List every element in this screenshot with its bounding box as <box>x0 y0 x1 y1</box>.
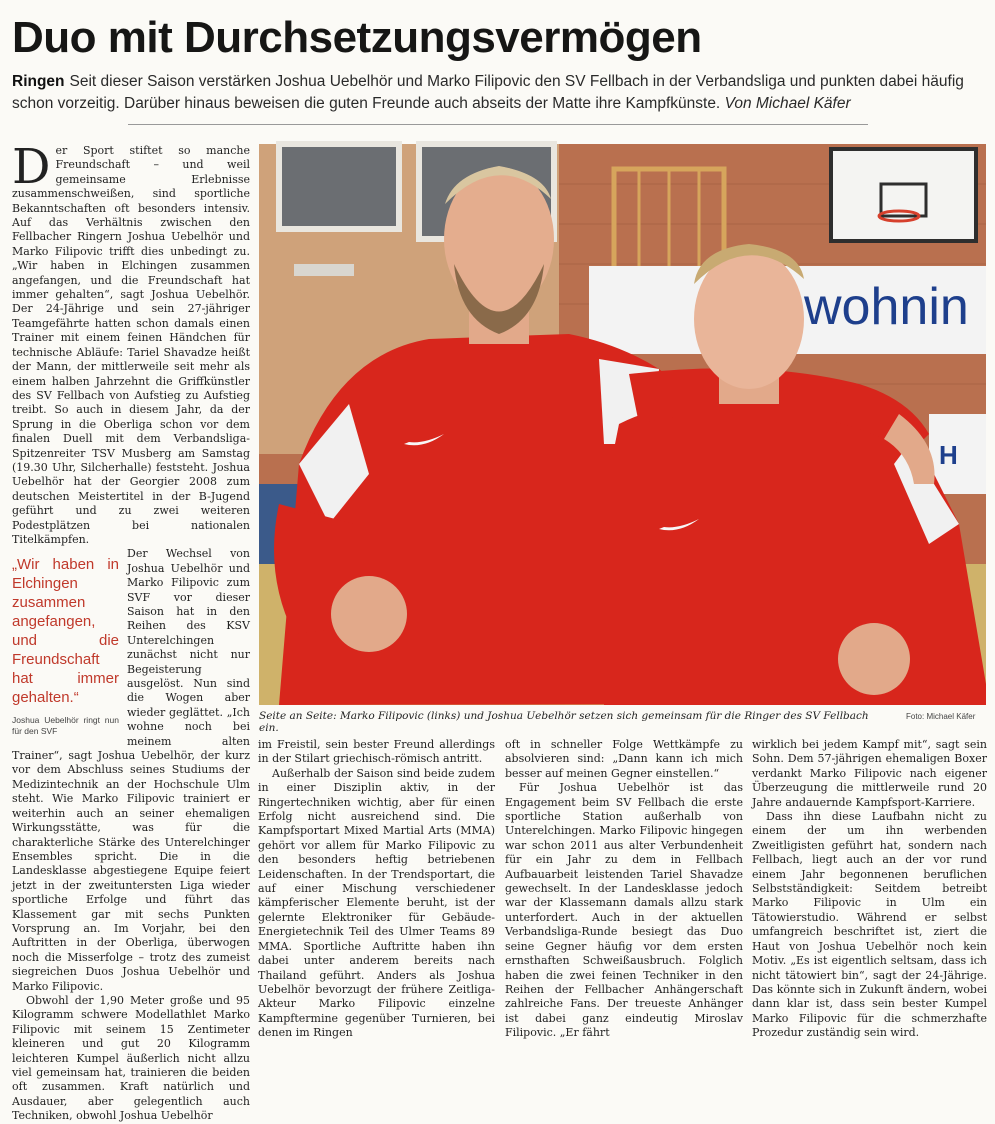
banner-text: wohnin <box>804 278 969 336</box>
article-column-2 <box>258 738 495 1040</box>
wrestlers-photo <box>259 144 986 705</box>
kicker: Ringen <box>12 73 65 90</box>
pullquote: „Wir haben in Elchingen zusammen angefangen, und die Freundschaft hat immer gehalten.“ <box>12 556 119 707</box>
photo-credit: Foto: Michael Käfer <box>906 712 976 721</box>
paragraph: Außerhalb der Saison sind beide zudem in einer Disziplin aktiv, in der Ringertechniken wichtig, aber für einen Erfolg nicht ausreichend sind. Die Kampfsportart Mixed Martial Arts (MMA) gehört vor allem für Marko Filipovic zu den besonders heftig betriebenen Leidenschaften. In der Trendsportart, die auf einer Mischung verschiedener kämpferischer Elemente beruht, ist der gelernte Elektroniker für Gebäude-Energietechnik Teil des Ulmer Teams 89 MMA. Sportliche Auftritte haben ihn dabei unter anderem bereits nach Thailand geführt. Anders als Joshua Uebelhör bevorzugt der frühere Zeitliga-Akteur Marko Filipovic einzelne Kampftermine gegenüber Turnieren, bei denen im Ringen <box>258 766 495 1040</box>
author-byline: Von Michael Käfer <box>724 95 851 112</box>
paragraph: Obwohl der 1,90 Meter große und 95 Kilogramm schwere Modellathlet Marko Filipovic mit seinem 15 Zentimeter kleineren und gut 20 Kilogramm leichteren Kumpel äußerlich nicht allzu viel gemeinsam hat, trainieren die beiden oft zusammen. Kraft natürlich und Ausdauer, aber gelegentlich auch Techniken, obwohl Joshua Uebelhör <box>12 993 250 1123</box>
paragraph: wirklich bei jedem Kampf mit“, sagt sein Sohn. Dem 57-jährigen ehemaligen Boxer verdankt Marko Filipovic nach eigener Überzeugung die mittlerweile rund 20 Jahre andauernde Kampfsport-Karriere. <box>752 738 987 809</box>
paragraph: oft in schneller Folge Wettkämpfe zu absolvieren sind: „Dann kann ich mich besser auf meinen Gegner einstellen.“ <box>505 738 743 780</box>
article-column-3 <box>505 738 743 1040</box>
paragraph: Dass ihn diese Laufbahn nicht zu einem der um ihn werbenden Zweitligisten geführt hat, sondern nach Fellbach, liegt auch an der vor rund einem Jahr begonnenen beruflichen Selbstständigkeit: Seitdem betreibt Marko Filipovic in Ulm ein Tätowierstudio. Während er selbst umfangreich beschriftet ist, ziert die Haut von Joshua Uebelhör noch kein Motiv. „Es ist eigentlich seltsam, dass ich nicht tätowiert bin“, sagt der 24-Jährige. Das könnte sich in Zukunft ändern, wobei dann klar ist, dass sein bester Kumpel Marko Filipovic für die schmerzhafte Prozedur zuständig sein wird. <box>752 810 987 1040</box>
pullquote-source: Joshua Uebelhör ringt nun für den SVF <box>12 715 119 736</box>
dropcap: D <box>12 139 51 195</box>
headline: Duo mit Durchsetzungsvermögen <box>12 13 702 62</box>
banner-text-2: H <box>939 440 958 470</box>
teaser <box>12 71 972 115</box>
paragraph: Der Wechsel von Joshua Uebelhör und Marko Filipovic zum SVF vor dieser Saison hat in den Reihen des KSV Unterelchingen zunächst nicht nur Begeisterung ausgelöst. Nun sind die Wogen aber wieder geglättet. „Ich wohne noch bei meinem alten Trainer“, sagt Joshua Uebelhör, der kurz vor dem Abschluss seines Studiums der Medizintechnik an der Hochschule Ulm steht. Wie Marko Filipovic trainiert er weiterhin auch an seiner ehemaligen Wirkungsstätte, was für die charakterliche Stärke des Unterelchinger Ensembles spricht. Die in die Landesklasse abgestiegene Equipe feiert jetzt in der zweituntersten Liga wieder sportliche Erfolge und führt das Klassement gar mit sechs Punkten Vorsprung an. Im Vorjahr, bei den Auftritten in der Oberliga, überwogen noch die Misserfolge – trotz des zumeist siegreichen Duos Joshua Uebelhör und Marko Filipovic. <box>12 547 250 993</box>
teaser-text: Seit dieser Saison verstärken Joshua Uebelhör und Marko Filipovic den SV Fellbach in der Verbandsliga und punkten dabei häufig schon vorzeitig. Darüber hinaus beweisen die guten Freunde auch abseits der Matte ihre Kampfkünste. <box>12 73 964 112</box>
paragraph: im Freistil, sein bester Freund allerdings in der Stilart griechisch-römisch antritt. <box>258 738 495 766</box>
photo <box>259 144 986 705</box>
paragraph: er Sport stiftet so manche Freundschaft – und weil gemeinsame Erlebnisse zusammenschweißen, sind sportliche Bekanntschaften oft besonders intensiv. Auf das Verhältnis zwischen den Fellbacher Ringern Joshua Uebelhör und Marko Filipovic trifft dies unbedingt zu. „Wir haben in Elchingen zusammen angefangen, und die Freundschaft hat immer gehalten“, sagt Joshua Uebelhör. Der 24-Jährige und sein 27-jähriger Teamgefährte hatten schon damals einen Trainer mit einem feinen Händchen für technische Abläufe: Tariel Shavadze heißt der Mann, der mittlerweile seit mehr als einem halben Jahrzehnt die Griffkünstler des SV Fellbach von Aufstieg zu Aufstieg treibt. So auch in diesem Jahr, da der Sprung in die Oberliga schon vor dem finalen Duell mit dem Verbandsliga-Spitzenreiter TSV Musberg am Samstag (19.30 Uhr, Silcherhalle) feststeht. Joshua Uebelhör hat der Georgier 2008 zum deutschen Meistertitel in der B-Jugend geführt und zu zwei weiteren Podestplätzen bei nationalen Titelkämpfen. <box>12 144 250 546</box>
paragraph: Für Joshua Uebelhör ist das Engagement beim SV Fellbach die erste sportliche Station außerhalb von Unterelchingen. Marko Filipovic hingegen war schon 2011 aus alter Verbundenheit für ein Jahr zu dem in Fellbach Aufbauarbeit leistenden Tariel Shavadze gewechselt. In der Landesklasse jedoch war der Klassemann damals allzu stark unterfordert. Auch in der aktuellen Verbandsliga-Runde besiegt das Duo seine Gegner häufig vor dem ersten ernsthaften Schweißausbruch. Folglich haben die zwei feinen Techniker in den Reihen der Fellbacher Anhängerschaft zahlreiche Fans. Der treueste Anhänger ist dabei ganz eindeutig Miroslav Filipovic. „Er fährt <box>505 781 743 1040</box>
article-column-1 <box>12 139 250 1123</box>
photo-caption: Seite an Seite: Marko Filipovic (links) und Joshua Uebelhör setzen sich gemeinsam für die Ringer des SV Fellbach ein. <box>259 710 869 734</box>
pullquote-box <box>12 555 119 736</box>
article-column-4 <box>752 738 987 1040</box>
divider <box>128 124 868 125</box>
